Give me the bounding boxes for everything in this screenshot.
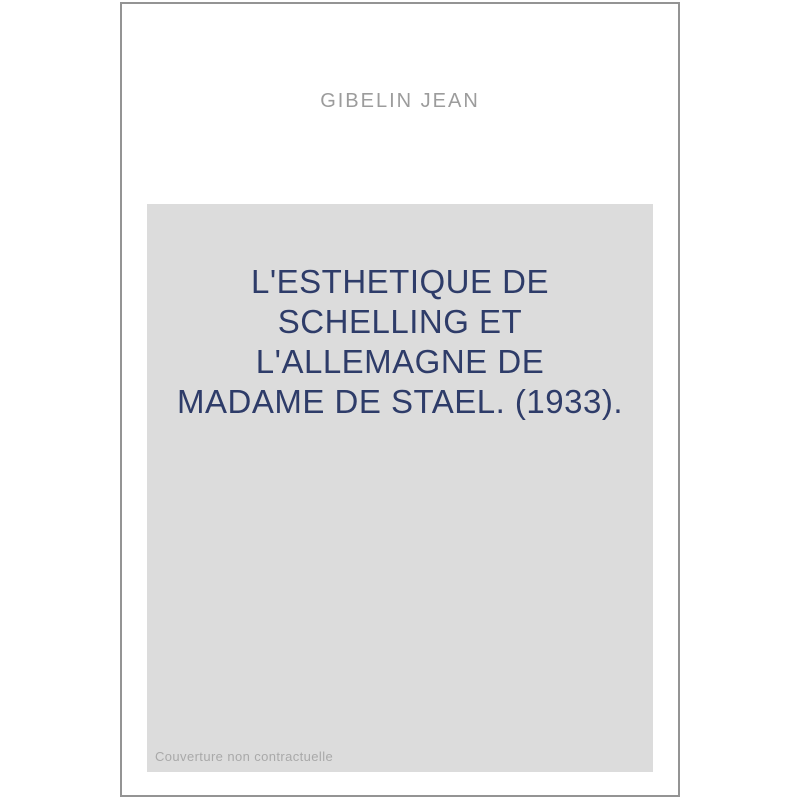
title-line: L'ESTHETIQUE DE bbox=[250, 263, 550, 300]
book-cover-page bbox=[120, 2, 680, 797]
author-name: GIBELIN JEAN bbox=[320, 90, 480, 112]
title-line: MADAME DE STAEL. (1933). bbox=[176, 383, 623, 420]
title-line: SCHELLING ET bbox=[277, 303, 523, 340]
book-title bbox=[147, 262, 653, 422]
title-line: L'ALLEMAGNE DE bbox=[255, 343, 545, 380]
title-panel bbox=[147, 204, 653, 772]
cover-disclaimer: Couverture non contractuelle bbox=[155, 749, 334, 764]
